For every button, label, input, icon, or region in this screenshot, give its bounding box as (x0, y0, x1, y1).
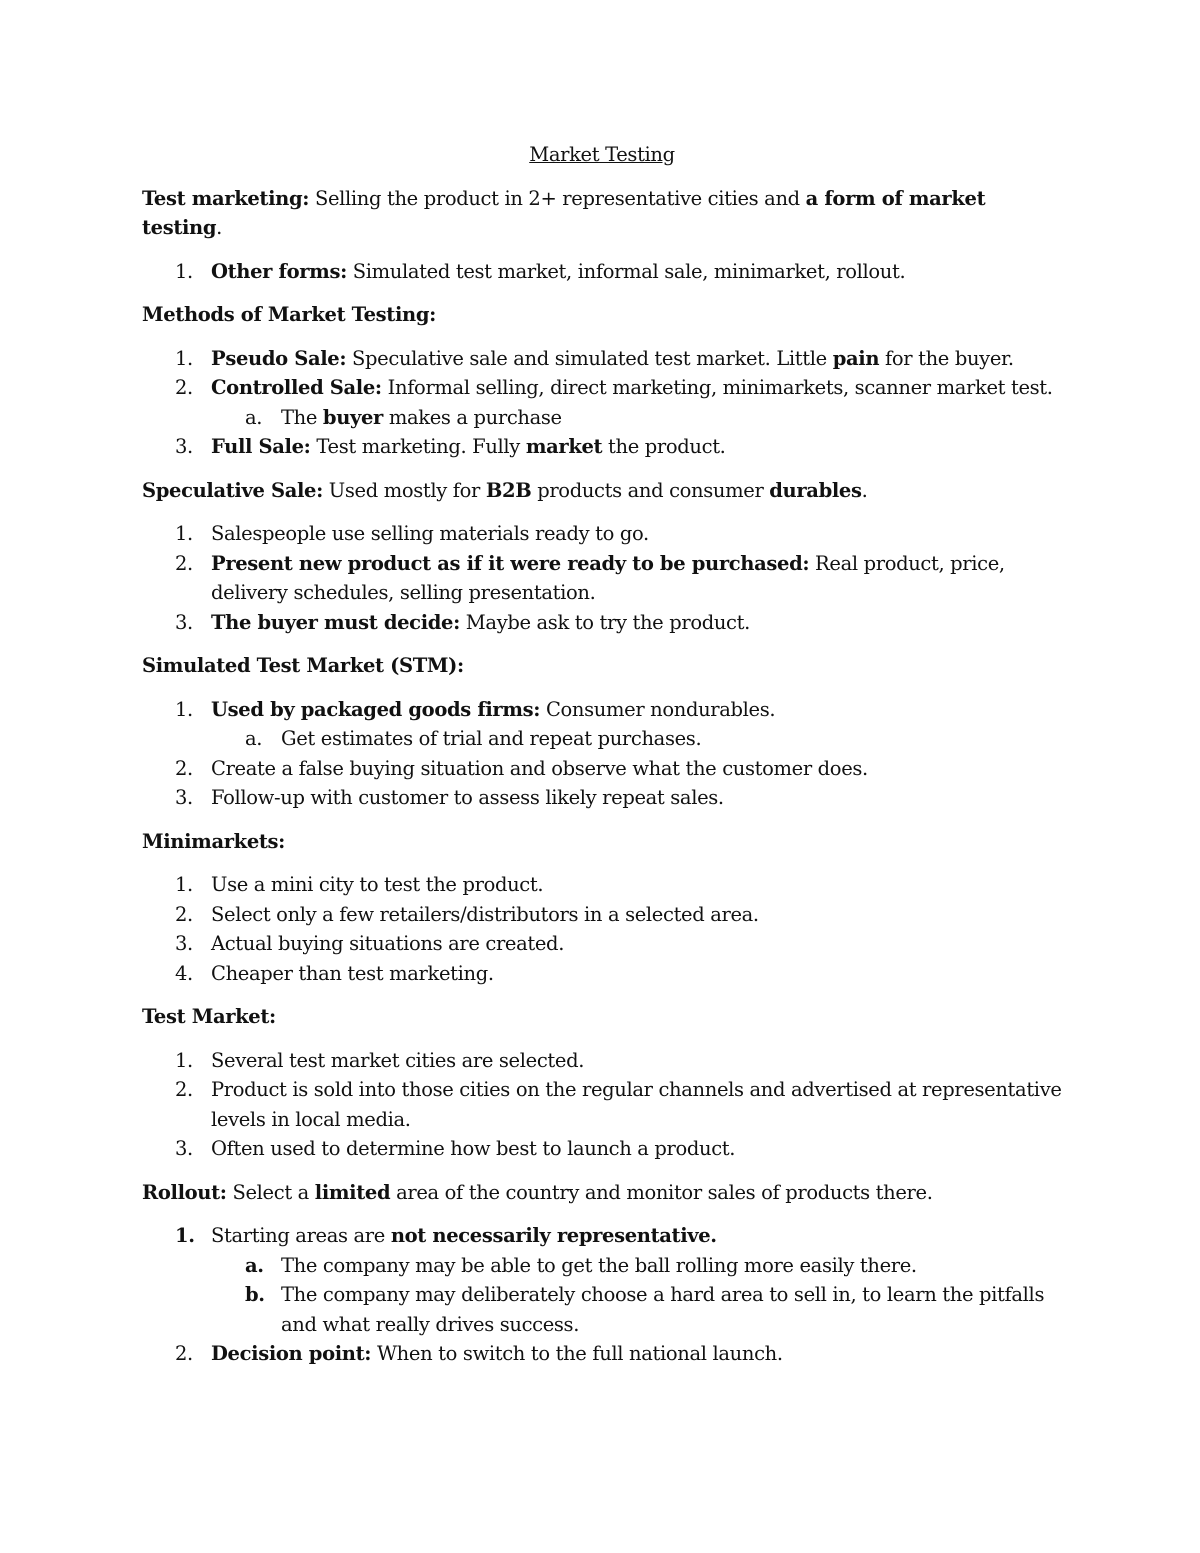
rollout-list (142, 1221, 1062, 1369)
sub-list-item (209, 1280, 1062, 1339)
test-marketing-list (142, 257, 1062, 287)
heading-text: Simulated Test Market (STM): (142, 654, 464, 677)
term-label: Speculative Sale: (142, 478, 323, 502)
item-text: for the buyer. (879, 346, 1014, 370)
item-text: Use a mini city to test the product. (211, 873, 544, 896)
list-item (142, 929, 1062, 959)
term-label: Other forms: (211, 259, 347, 283)
list-item (142, 1221, 1062, 1339)
item-text: Product is sold into those cities on the regular channels and advertised at representative levels in local media. (211, 1078, 1062, 1131)
item-text: the product. (602, 435, 726, 458)
definition-text: Select a (226, 1180, 315, 1204)
emphasis-text: market (525, 435, 603, 458)
list-number: 2. (175, 902, 193, 926)
rollout-definition (142, 1178, 1062, 1208)
item-text: Often used to determine how best to launch a product. (211, 1137, 736, 1160)
item-text: Create a false buying situation and observe what the customer does. (211, 756, 868, 780)
definition-text: . (861, 478, 868, 502)
section-heading (142, 1002, 1062, 1032)
item-text: When to switch to the full national launch. (371, 1342, 783, 1365)
list-item (142, 257, 1062, 287)
sub-list-item (209, 403, 1062, 433)
item-text: Get estimates of trial and repeat purchases. (281, 727, 702, 750)
item-text: Starting areas are (211, 1224, 391, 1247)
list-number: 3. (175, 786, 193, 809)
list-number: 3. (175, 610, 193, 634)
methods-list (142, 344, 1062, 462)
sub-list-item (209, 724, 1062, 754)
item-text: The (281, 405, 323, 429)
list-item (142, 900, 1062, 930)
page-title: Market Testing (529, 143, 675, 166)
list-item (142, 1075, 1062, 1134)
item-text: The company may be able to get the ball rolling more easily there. (281, 1253, 917, 1277)
definition-text: Used mostly for (322, 478, 486, 502)
term-label: Full Sale: (211, 435, 311, 458)
list-item (142, 344, 1062, 374)
term-label: Present new product as if it were ready to be purchased: (211, 551, 810, 575)
definition-text: area of the country and monitor sales of products there. (390, 1180, 933, 1204)
list-number: 1. (175, 522, 193, 545)
test-marketing-definition (142, 184, 1062, 243)
item-text: Cheaper than test marketing. (211, 961, 494, 985)
list-number: 1. (175, 346, 193, 370)
list-letter: a. (245, 405, 263, 429)
list-item (142, 870, 1062, 900)
emphasis-text: not necessarily representative. (390, 1224, 717, 1247)
emphasis-text: a form of market testing (142, 186, 986, 239)
section-heading (142, 651, 1062, 681)
list-item (142, 608, 1062, 638)
term-label: Used by packaged goods firms: (211, 697, 541, 721)
sub-list (211, 1251, 1062, 1340)
list-item (142, 695, 1062, 754)
list-letter: a. (245, 727, 263, 750)
speculative-sale-list (142, 519, 1062, 637)
definition-text: Selling the product in 2+ representative cities and (309, 186, 806, 210)
emphasis-text: buyer (322, 405, 383, 429)
minimarkets-list (142, 870, 1062, 988)
list-number: 2. (175, 1342, 193, 1365)
document-page (142, 140, 1062, 1383)
heading-text: Test Market: (142, 1005, 276, 1028)
list-item (142, 1339, 1062, 1369)
section-heading (142, 827, 1062, 857)
sub-list (211, 724, 1062, 754)
item-text: Real product, price, delivery schedules, selling presentation. (211, 551, 1005, 604)
item-text: Salespeople use selling materials ready to go. (211, 522, 649, 545)
test-market-list (142, 1046, 1062, 1164)
list-number: 2. (175, 376, 193, 399)
term-label: The buyer must decide: (211, 610, 460, 634)
definition-text: products and consumer (531, 478, 770, 502)
list-number: 2. (175, 756, 193, 780)
list-item (142, 373, 1062, 432)
item-text: Test marketing. Fully (310, 435, 526, 458)
term-label: Test marketing: (142, 186, 310, 210)
definition-text: . (216, 216, 223, 239)
emphasis-text: limited (314, 1180, 391, 1204)
stm-list (142, 695, 1062, 813)
list-letter: b. (245, 1283, 265, 1306)
list-number: 1. (175, 1224, 195, 1247)
item-text: Follow-up with customer to assess likely repeat sales. (211, 786, 724, 809)
item-text: Consumer nondurables. (540, 697, 776, 721)
list-number: 3. (175, 932, 193, 955)
list-number: 4. (175, 961, 193, 985)
section-heading (142, 300, 1062, 330)
item-text: The company may deliberately choose a hard area to sell in, to learn the pitfalls and what really drives success. (281, 1283, 1045, 1336)
term-label: Pseudo Sale: (211, 346, 347, 370)
list-number: 1. (175, 697, 193, 721)
list-number: 3. (175, 435, 193, 458)
list-item (142, 549, 1062, 608)
item-text: Actual buying situations are created. (211, 932, 565, 955)
heading-text: Methods of Market Testing: (142, 303, 436, 326)
list-number: 2. (175, 1078, 193, 1101)
item-text: Select only a few retailers/distributors in a selected area. (211, 902, 759, 926)
item-text: Simulated test market, informal sale, minimarket, rollout. (346, 259, 906, 283)
list-item (142, 1046, 1062, 1076)
emphasis-text: pain (832, 346, 880, 370)
list-number: 1. (175, 873, 193, 896)
list-item (142, 783, 1062, 813)
heading-text: Minimarkets: (142, 829, 286, 853)
item-text: Maybe ask to try the product. (459, 610, 750, 634)
item-text: Informal selling, direct marketing, minimarkets, scanner market test. (381, 376, 1053, 399)
item-text: Several test market cities are selected. (211, 1048, 585, 1072)
list-number: 1. (175, 1048, 193, 1072)
list-item (142, 754, 1062, 784)
list-item (142, 519, 1062, 549)
term-label: Controlled Sale: (211, 376, 382, 399)
list-number: 2. (175, 551, 193, 575)
list-item (142, 959, 1062, 989)
sub-list-item (209, 1251, 1062, 1281)
item-text: makes a purchase (382, 405, 562, 429)
list-number: 3. (175, 1137, 193, 1160)
speculative-sale-definition (142, 476, 1062, 506)
list-letter: a. (245, 1253, 264, 1277)
emphasis-text: durables (769, 478, 862, 502)
emphasis-text: B2B (485, 478, 532, 502)
item-text: Speculative sale and simulated test market. Little (346, 346, 833, 370)
term-label: Decision point: (211, 1342, 372, 1365)
sub-list (211, 403, 1062, 433)
term-label: Rollout: (142, 1180, 227, 1204)
list-item (142, 432, 1062, 462)
list-item (142, 1134, 1062, 1164)
list-number: 1. (175, 259, 193, 283)
